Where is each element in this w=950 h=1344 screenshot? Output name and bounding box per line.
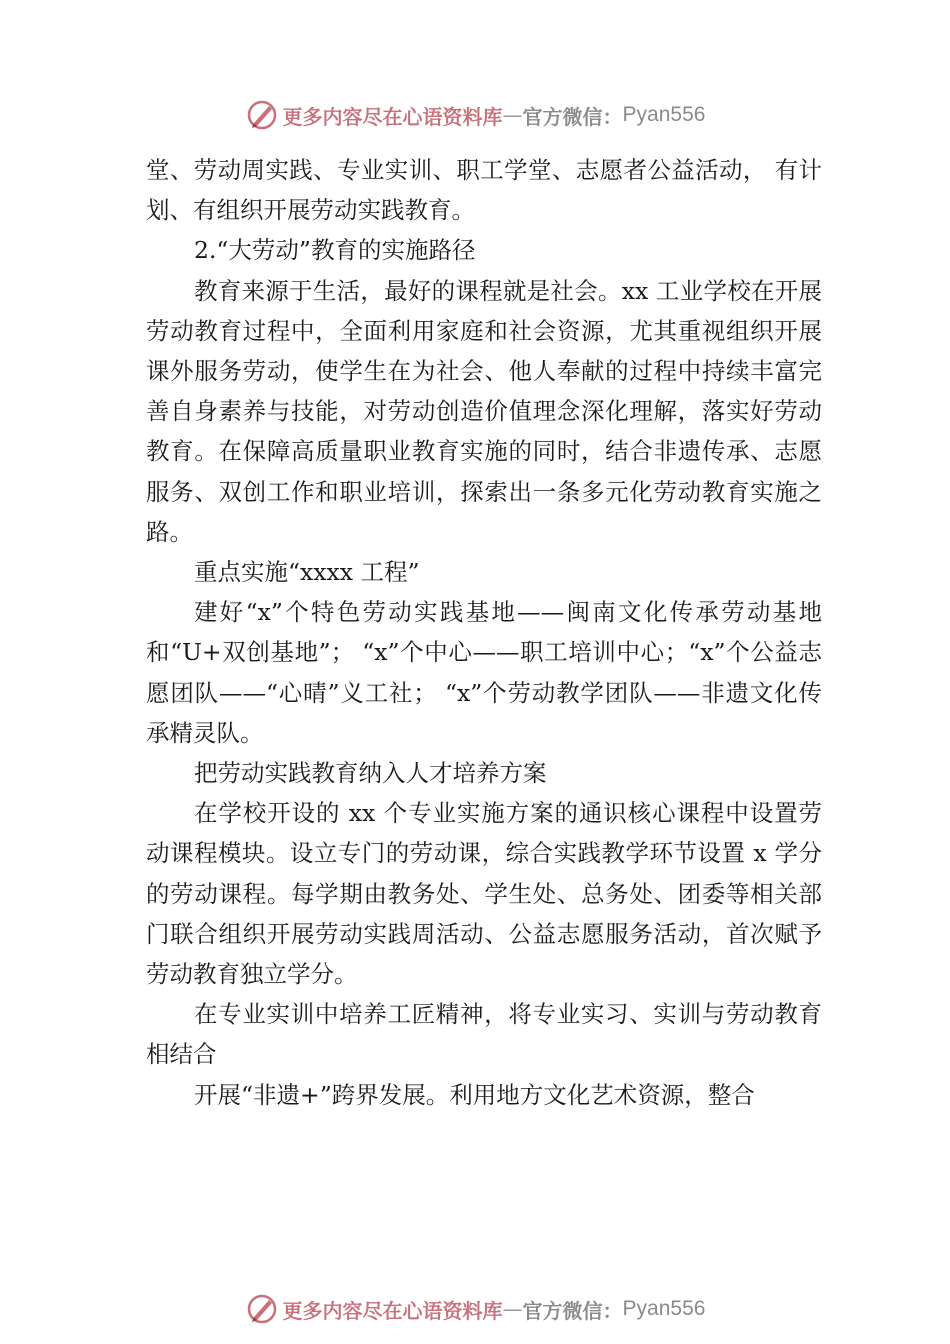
sub-heading: 在专业实训中培养工匠精神，将专业实习、实训与劳动教育相结合 xyxy=(146,1000,822,1069)
document-body xyxy=(146,150,822,1115)
section-heading: 2.“大劳动”教育的实施路径 xyxy=(194,236,476,265)
paragraph: 建好“x”个特色劳动实践基地——闽南文化传承劳动基地和“U+双创基地”； “x”个中心——职工培训中心；“x”个公益志愿团队——“心晴”义工社； “x”个劳动教学团队——非遗文化传承精灵队。 xyxy=(146,598,822,747)
sub-heading: 重点实施“xxxx 工程” xyxy=(194,558,420,587)
banner-main-text: 更多内容尽在心语资料库 xyxy=(282,104,503,129)
paragraph: 教育来源于生活，最好的课程就是社会。xx 工业学校在开展劳动教育过程中，全面利用家庭和社会资源，尤其重视组织开展课外服务劳动，使学生在为社会、他人奉献的过程中持续丰富完善自身素养与技能，对劳动创造价值理念深化理解，落实好劳动教育。在保障高质量职业教育实施的同时，结合非遗传承、志愿服务、双创工作和职业培训，探索出一条多元化劳动教育实施之路。 xyxy=(146,276,822,546)
banner-separator: — xyxy=(502,1297,523,1321)
banner-wechat-id: Pyan556 xyxy=(622,103,706,126)
banner-wechat-label: 官方微信： xyxy=(522,1298,623,1323)
pen-logo-icon xyxy=(245,1292,279,1326)
pen-logo-icon xyxy=(245,98,279,132)
banner-separator: — xyxy=(502,103,523,127)
header-banner xyxy=(0,95,950,135)
paragraph: 在学校开设的 xx 个专业实施方案的通识核心课程中设置劳动课程模块。设立专门的劳动课，综合实践教学环节设置 x 学分的劳动课程。每学期由教务处、学生处、总务处、团委等相关部门联合组织开展劳动实践周活动、公益志愿服务活动，首次赋予劳动教育独立学分。 xyxy=(146,799,822,989)
paragraph: 堂、劳动周实践、专业实训、职工学堂、志愿者公益活动， 有计划、有组织开展劳动实践教育。 xyxy=(146,156,822,225)
banner-main-text: 更多内容尽在心语资料库 xyxy=(282,1298,503,1323)
banner-wechat-id: Pyan556 xyxy=(622,1297,706,1320)
footer-banner xyxy=(0,1289,950,1329)
banner-wechat-label: 官方微信： xyxy=(522,104,623,129)
paragraph: 开展“非遗+”跨界发展。利用地方文化艺术资源，整合 xyxy=(194,1080,755,1109)
sub-heading: 把劳动实践教育纳入人才培养方案 xyxy=(194,759,547,788)
